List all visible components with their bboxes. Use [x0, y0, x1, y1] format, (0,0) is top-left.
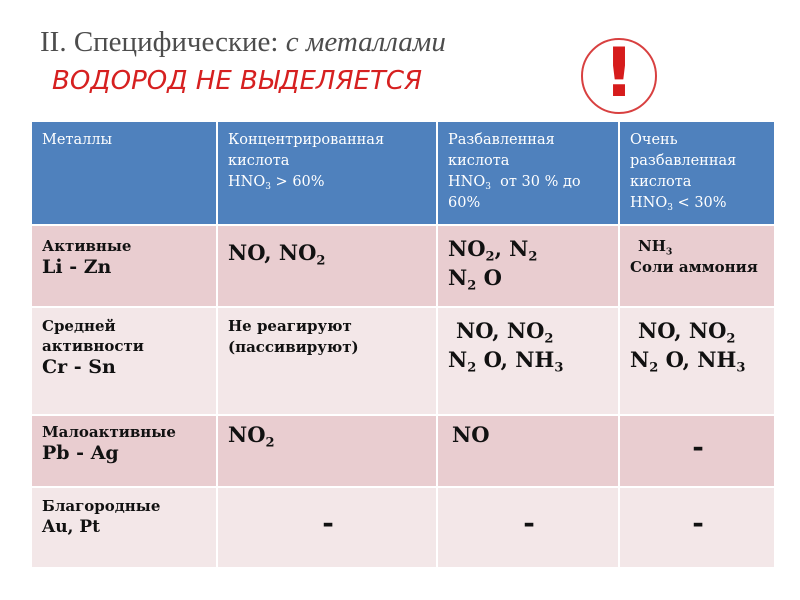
products-medium-dilute: NO, $NO_2$ $N_2$ O, $NH_3$ — [438, 308, 618, 414]
products-active-concentrated: NO, $NO_2$ — [218, 226, 436, 306]
products-noble-dilute: - — [438, 488, 618, 567]
slide-title — [40, 26, 446, 59]
products-medium-very-dilute: NO, $NO_2$ $N_2$ O, $NH_3$ — [620, 308, 774, 414]
title-prefix: II. Специфические: — [40, 26, 286, 58]
metal-cell-low: Малоактивные Pb - Ag — [32, 416, 216, 486]
products-noble-concentrated: - — [218, 488, 436, 567]
products-active-dilute: $NO_2$, $N_2$ $N_2$ O — [438, 226, 618, 306]
products-medium-concentrated: Не реагируют (пассивируют) — [218, 308, 436, 414]
slide-subtitle: ВОДОРОД НЕ ВЫДЕЛЯЕТСЯ — [52, 66, 423, 96]
metal-cell-noble: Благородные Au, Pt — [32, 488, 216, 567]
header-metals: Металлы — [32, 122, 216, 224]
metal-cell-active: Активные Li - Zn — [32, 226, 216, 306]
header-very-dilute: Очень разбавленная кислота $HNO_3 < 30\%$ — [620, 122, 774, 224]
products-noble-very-dilute: - — [620, 488, 774, 567]
products-low-concentrated: $NO_2$ — [218, 416, 436, 486]
products-active-very-dilute: $NH_3$ Соли аммония — [620, 226, 774, 306]
metal-cell-medium: Средней активности Cr - Sn — [32, 308, 216, 414]
exclamation-mark: ! — [603, 34, 635, 113]
exclamation-icon — [581, 34, 657, 114]
header-concentrated: Концентрированная кислота $HNO_3 > 60\%$ — [218, 122, 436, 224]
products-low-dilute: NO — [438, 416, 618, 486]
header-dilute: Разбавленная кислота $HNO_3$ от 30 % до 60% — [438, 122, 618, 224]
products-low-very-dilute: - — [620, 416, 774, 486]
reaction-table — [32, 122, 774, 567]
title-italic: с металлами — [285, 26, 446, 58]
